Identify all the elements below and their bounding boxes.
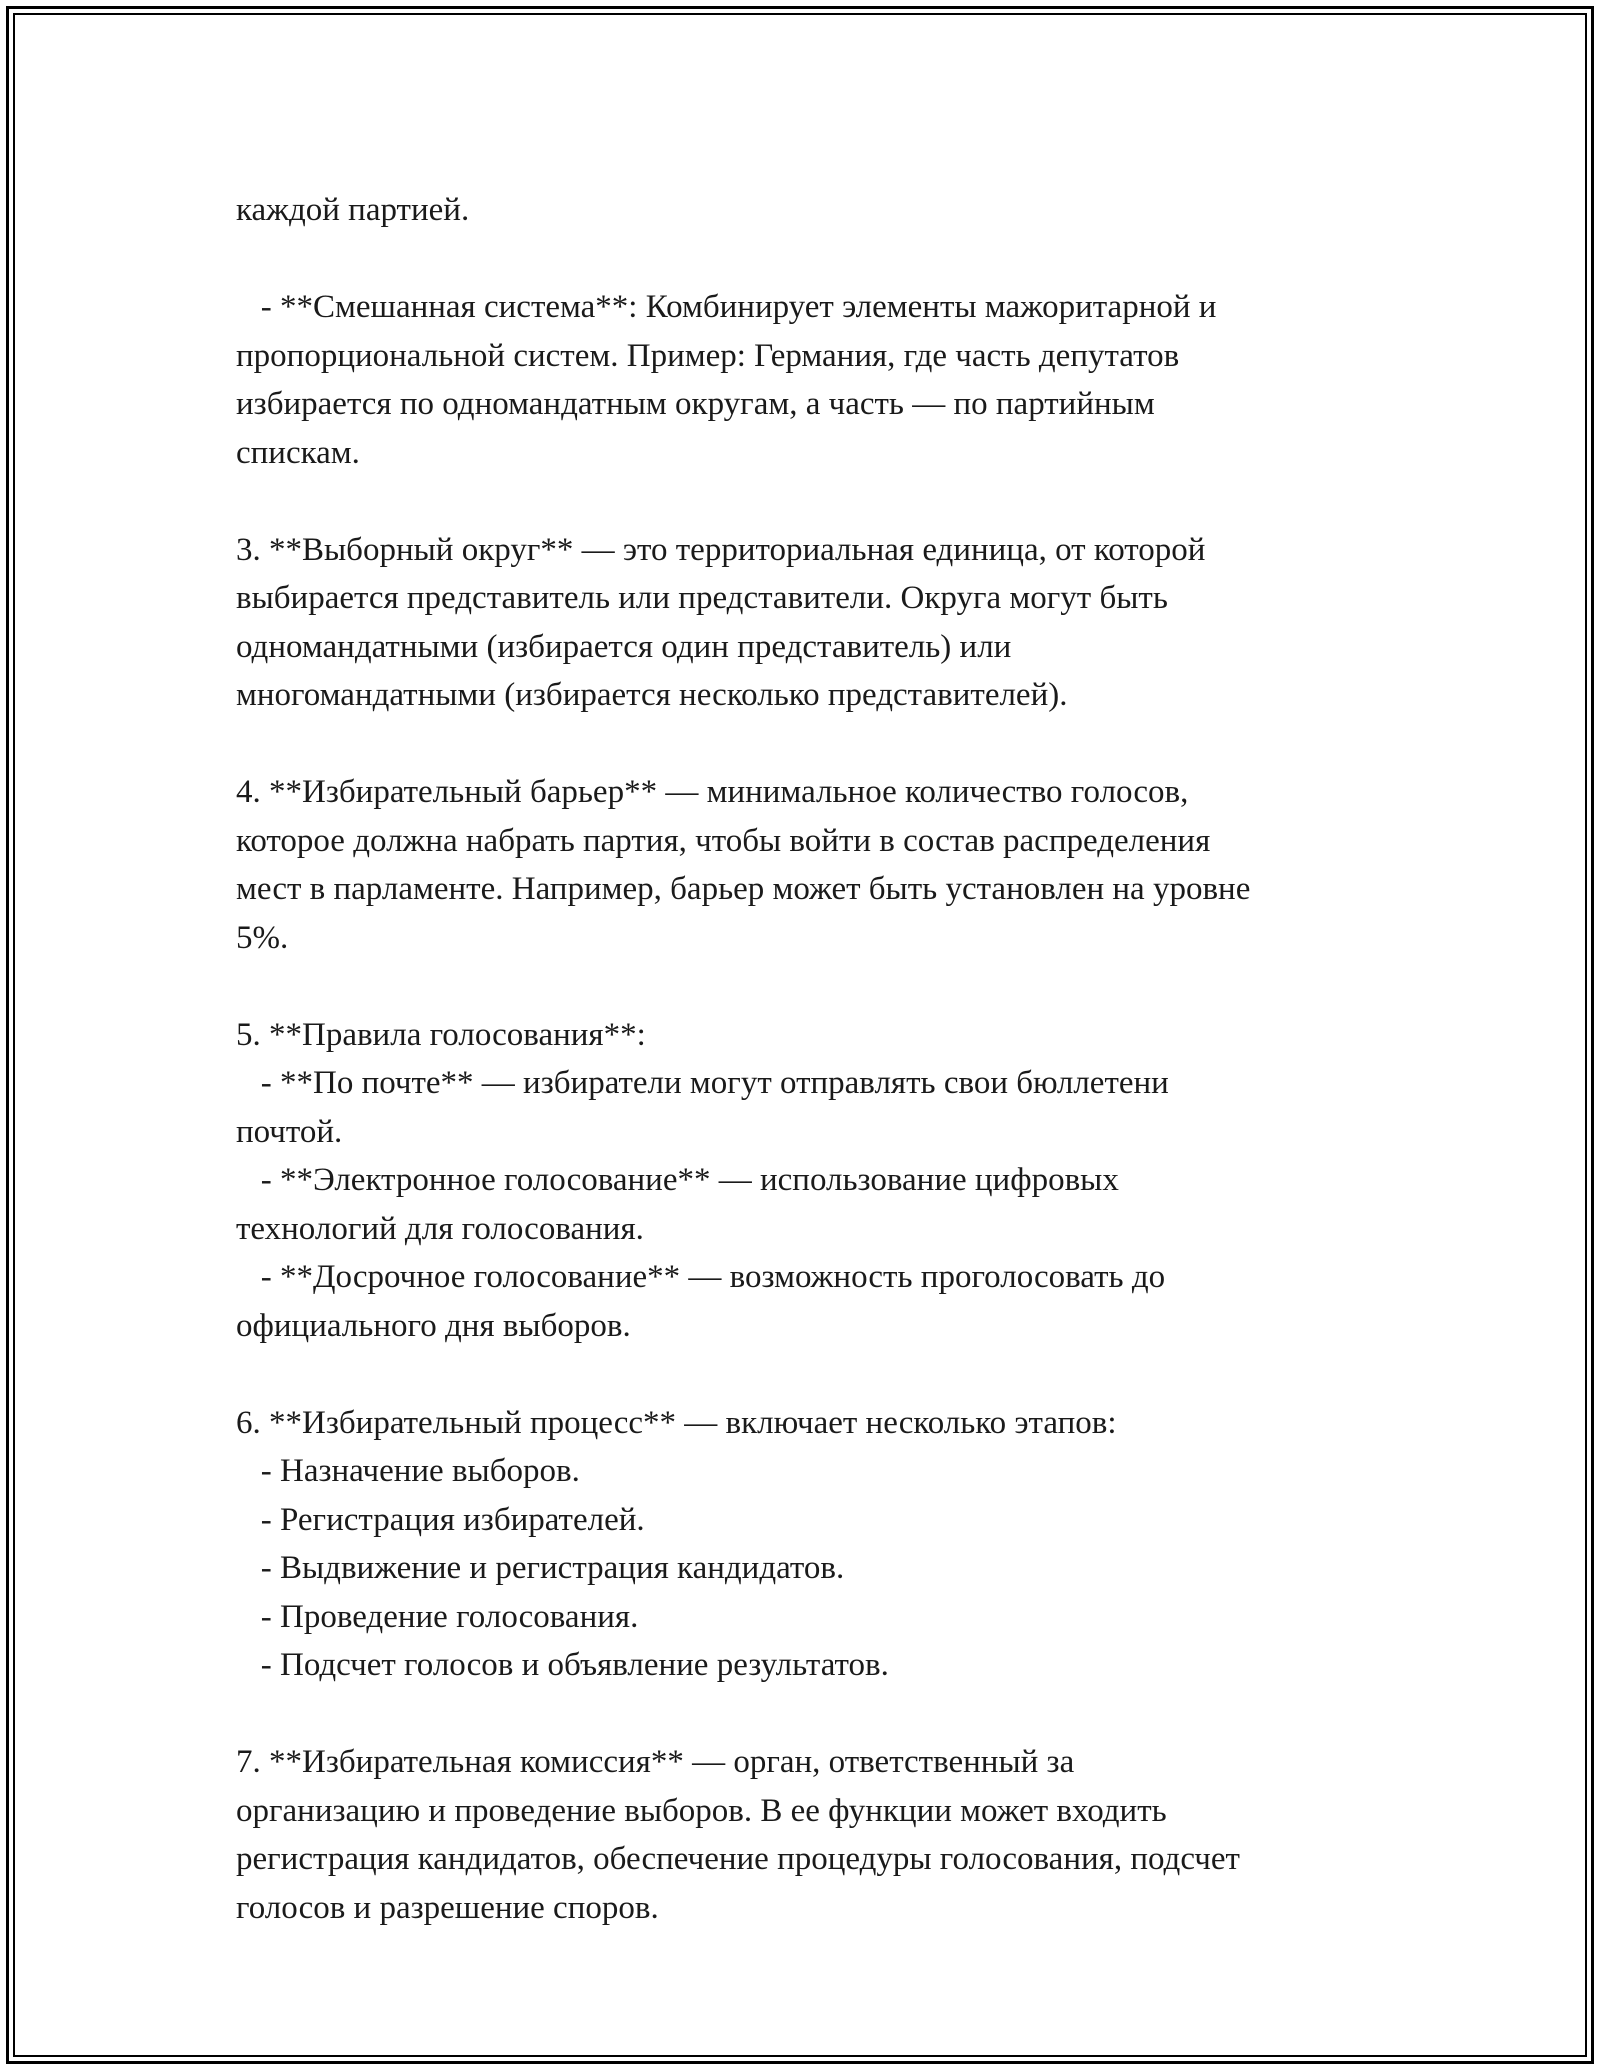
text-line: 5%. <box>236 919 289 956</box>
text-line: официального дня выборов. <box>236 1307 631 1344</box>
text-line: - Подсчет голосов и объявление результатов. <box>236 1647 889 1683</box>
text-line: - Назначение выборов. <box>236 1453 580 1489</box>
paragraph-gap <box>236 477 1386 526</box>
text-line: - **Электронное голосование** — использование цифровых <box>236 1162 1119 1198</box>
text-line: каждой партией. <box>236 192 470 228</box>
text-line: организацию и проведение выборов. В ее функции может входить <box>236 1792 1167 1829</box>
text-line: мест в парламенте. Например, барьер может быть установлен на уровне <box>236 871 1251 907</box>
paragraph-item-6 <box>236 1399 1386 1690</box>
text-line: 5. **Правила голосования**: <box>236 1016 646 1053</box>
paragraph-gap <box>236 720 1386 769</box>
paragraph-gap <box>236 962 1386 1011</box>
text-line: выбирается представитель или представители. Округа могут быть <box>236 580 1168 616</box>
text-line: 6. **Избирательный процесс** — включает несколько этапов: <box>236 1404 1117 1441</box>
paragraph-item-7 <box>236 1738 1386 1932</box>
text-line: - Проведение голосования. <box>236 1598 639 1635</box>
text-line: регистрация кандидатов, обеспечение процедуры голосования, подсчет <box>236 1841 1240 1877</box>
paragraph-gap <box>236 1350 1386 1399</box>
text-line: 3. **Выборный округ** — это территориальная единица, от которой <box>236 531 1206 568</box>
paragraph-item-3 <box>236 526 1386 720</box>
paragraph-intro-fragment <box>236 186 1386 235</box>
text-line: голосов и разрешение споров. <box>236 1889 659 1926</box>
document-body <box>236 186 1386 1932</box>
paragraph-gap <box>236 235 1386 284</box>
text-line: технологий для голосования. <box>236 1210 644 1247</box>
paragraph-mixed-system <box>236 283 1386 477</box>
paragraph-item-4 <box>236 768 1386 962</box>
text-line: спискам. <box>236 434 360 471</box>
text-line: многомандатными (избирается несколько представителей). <box>236 677 1068 713</box>
text-line: 7. **Избирательная комиссия** — орган, ответственный за <box>236 1744 1075 1780</box>
text-line: - **По почте** — избиратели могут отправлять свои бюллетени <box>236 1065 1169 1101</box>
text-line: которое должна набрать партия, чтобы войти в состав распределения <box>236 822 1211 859</box>
text-line: 4. **Избирательный барьер** — минимальное количество голосов, <box>236 774 1189 810</box>
text-line: - **Досрочное голосование** — возможность проголосовать до <box>236 1259 1166 1295</box>
text-line: почтой. <box>236 1113 343 1150</box>
text-line: - **Смешанная система**: Комбинирует элементы мажоритарной и <box>236 289 1217 325</box>
paragraph-item-5 <box>236 1011 1386 1351</box>
text-line: одномандатными (избирается один представитель) или <box>236 628 1012 665</box>
paragraph-gap <box>236 1690 1386 1739</box>
text-line: пропорциональной систем. Пример: Германия, где часть депутатов <box>236 337 1180 374</box>
text-line: избирается по одномандатным округам, а часть — по партийным <box>236 386 1155 422</box>
text-line: - Регистрация избирателей. <box>236 1501 645 1538</box>
text-line: - Выдвижение и регистрация кандидатов. <box>236 1550 845 1586</box>
